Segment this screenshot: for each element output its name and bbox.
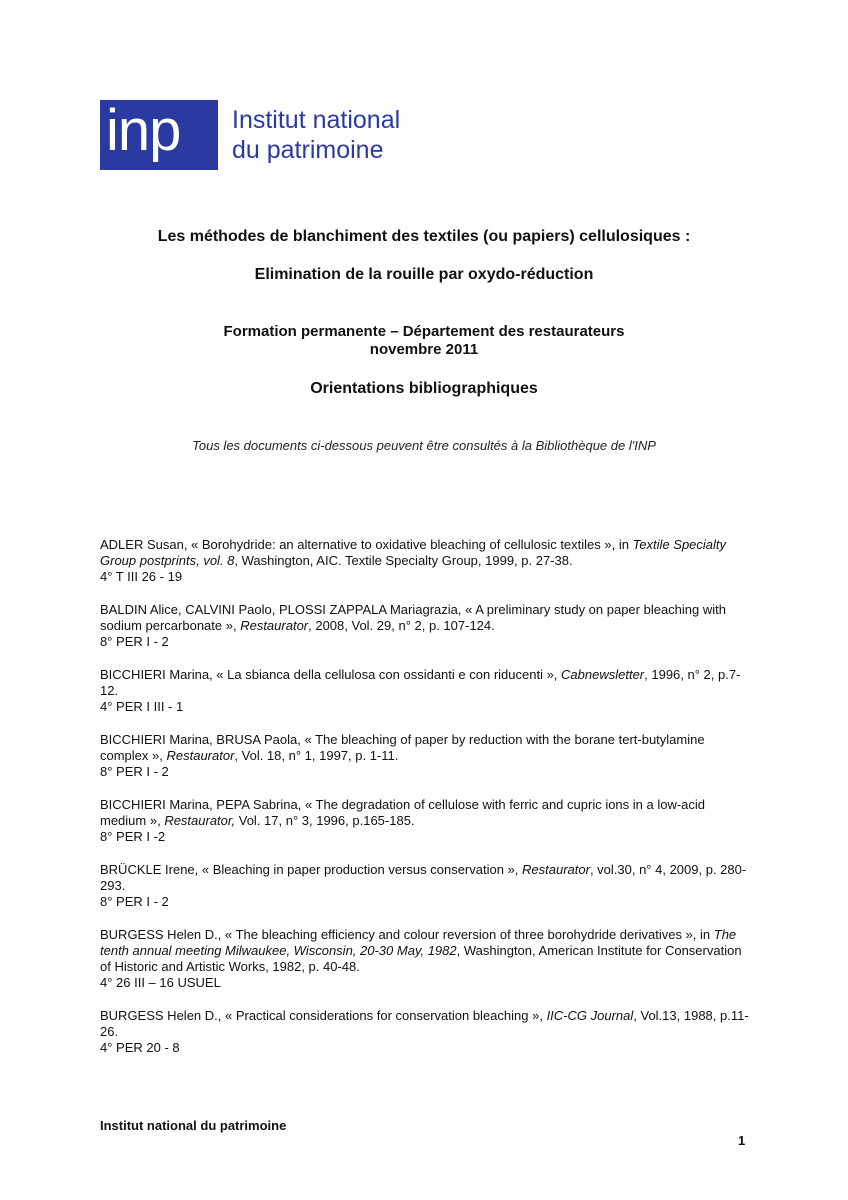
logo-mark: inp	[100, 100, 218, 170]
page-number: 1	[738, 1133, 746, 1148]
entry-call-number: 4° 26 III – 16 USUEL	[100, 975, 221, 990]
bibliography-entry	[100, 862, 750, 910]
bibliography-entry	[100, 797, 750, 845]
bibliography-entry	[100, 667, 750, 715]
document-title: Les méthodes de blanchiment des textiles (ou papiers) cellulosiques :	[157, 228, 691, 245]
entry-citation: BICCHIERI Marina, « La sbianca della cellulosa con ossidanti e con riducenti », Cabnewsletter, 1996, n° 2, p.7-12.	[100, 667, 741, 698]
bibliography-entry	[100, 537, 750, 585]
library-note: Tous les documents ci-dessous peuvent être consultés à la Bibliothèque de l'INP	[192, 438, 656, 453]
document-subtitle: Elimination de la rouille par oxydo-réduction	[254, 266, 594, 283]
entry-call-number: 4° PER 20 - 8	[100, 1040, 180, 1055]
entry-call-number: 8° PER I -2	[100, 829, 166, 844]
entry-citation: BICCHIERI Marina, PEPA Sabrina, « The degradation of cellulose with ferric and cupric ions in a low-acid medium », Restaurator, Vol. 17, n° 3, 1996, p.165-185.	[100, 797, 706, 828]
entry-call-number: 8° PER I - 2	[100, 634, 169, 649]
entry-citation: BURGESS Helen D., « Practical considerations for conservation bleaching », IIC-CG Journal, Vol.13, 1988, p.11-26.	[100, 1008, 749, 1039]
entry-call-number: 8° PER I - 2	[100, 764, 169, 779]
bibliography-entry	[100, 602, 750, 650]
entry-citation: BICCHIERI Marina, BRUSA Paola, « The bleaching of paper by reduction with the borane tert-butylamine complex », Restaurator, Vol. 18, n° 1, 1997, p. 1-11.	[100, 732, 705, 763]
training-info	[0, 323, 848, 359]
training-date: novembre 2011	[369, 341, 479, 358]
entry-call-number: 4° T III 26 - 19	[100, 569, 183, 584]
bibliography-entry	[100, 1008, 750, 1056]
bibliography-entry	[100, 732, 750, 780]
logo-text	[232, 105, 400, 165]
section-title: Orientations bibliographiques	[310, 380, 538, 397]
entry-citation: BRÜCKLE Irene, « Bleaching in paper production versus conservation », Restaurator, vol.30, n° 4, 2009, p. 280-293.	[100, 862, 747, 893]
training-department: Formation permanente – Département des restaurateurs	[223, 323, 625, 340]
entry-citation: ADLER Susan, « Borohydride: an alternative to oxidative bleaching of cellulosic textiles », in Textile Specialty Group postprints, vol. 8, Washington, AIC. Textile Specialty Group, 1999, p. 27-38.	[100, 537, 727, 568]
logo-line-1: Institut national	[232, 106, 401, 134]
entry-call-number: 4° PER I III - 1	[100, 699, 184, 714]
bibliography-list	[100, 537, 750, 1073]
footer-institution: Institut national du patrimoine	[100, 1118, 287, 1133]
logo-line-2: du patrimoine	[232, 136, 384, 164]
entry-call-number: 8° PER I - 2	[100, 894, 169, 909]
entry-citation: BALDIN Alice, CALVINI Paolo, PLOSSI ZAPPALA Mariagrazia, « A preliminary study on paper bleaching with sodium percarbonate », Restaurator, 2008, Vol. 29, n° 2, p. 107-124.	[100, 602, 726, 633]
bibliography-entry	[100, 927, 750, 991]
entry-citation: BURGESS Helen D., « The bleaching efficiency and colour reversion of three borohydride derivatives », in The tenth annual meeting Milwaukee, Wisconsin, 20-30 May, 1982, Washington, American Institute for Conservation of Historic and Artistic Works, 1982, p. 40-48.	[100, 927, 742, 974]
inp-logo	[100, 100, 400, 170]
